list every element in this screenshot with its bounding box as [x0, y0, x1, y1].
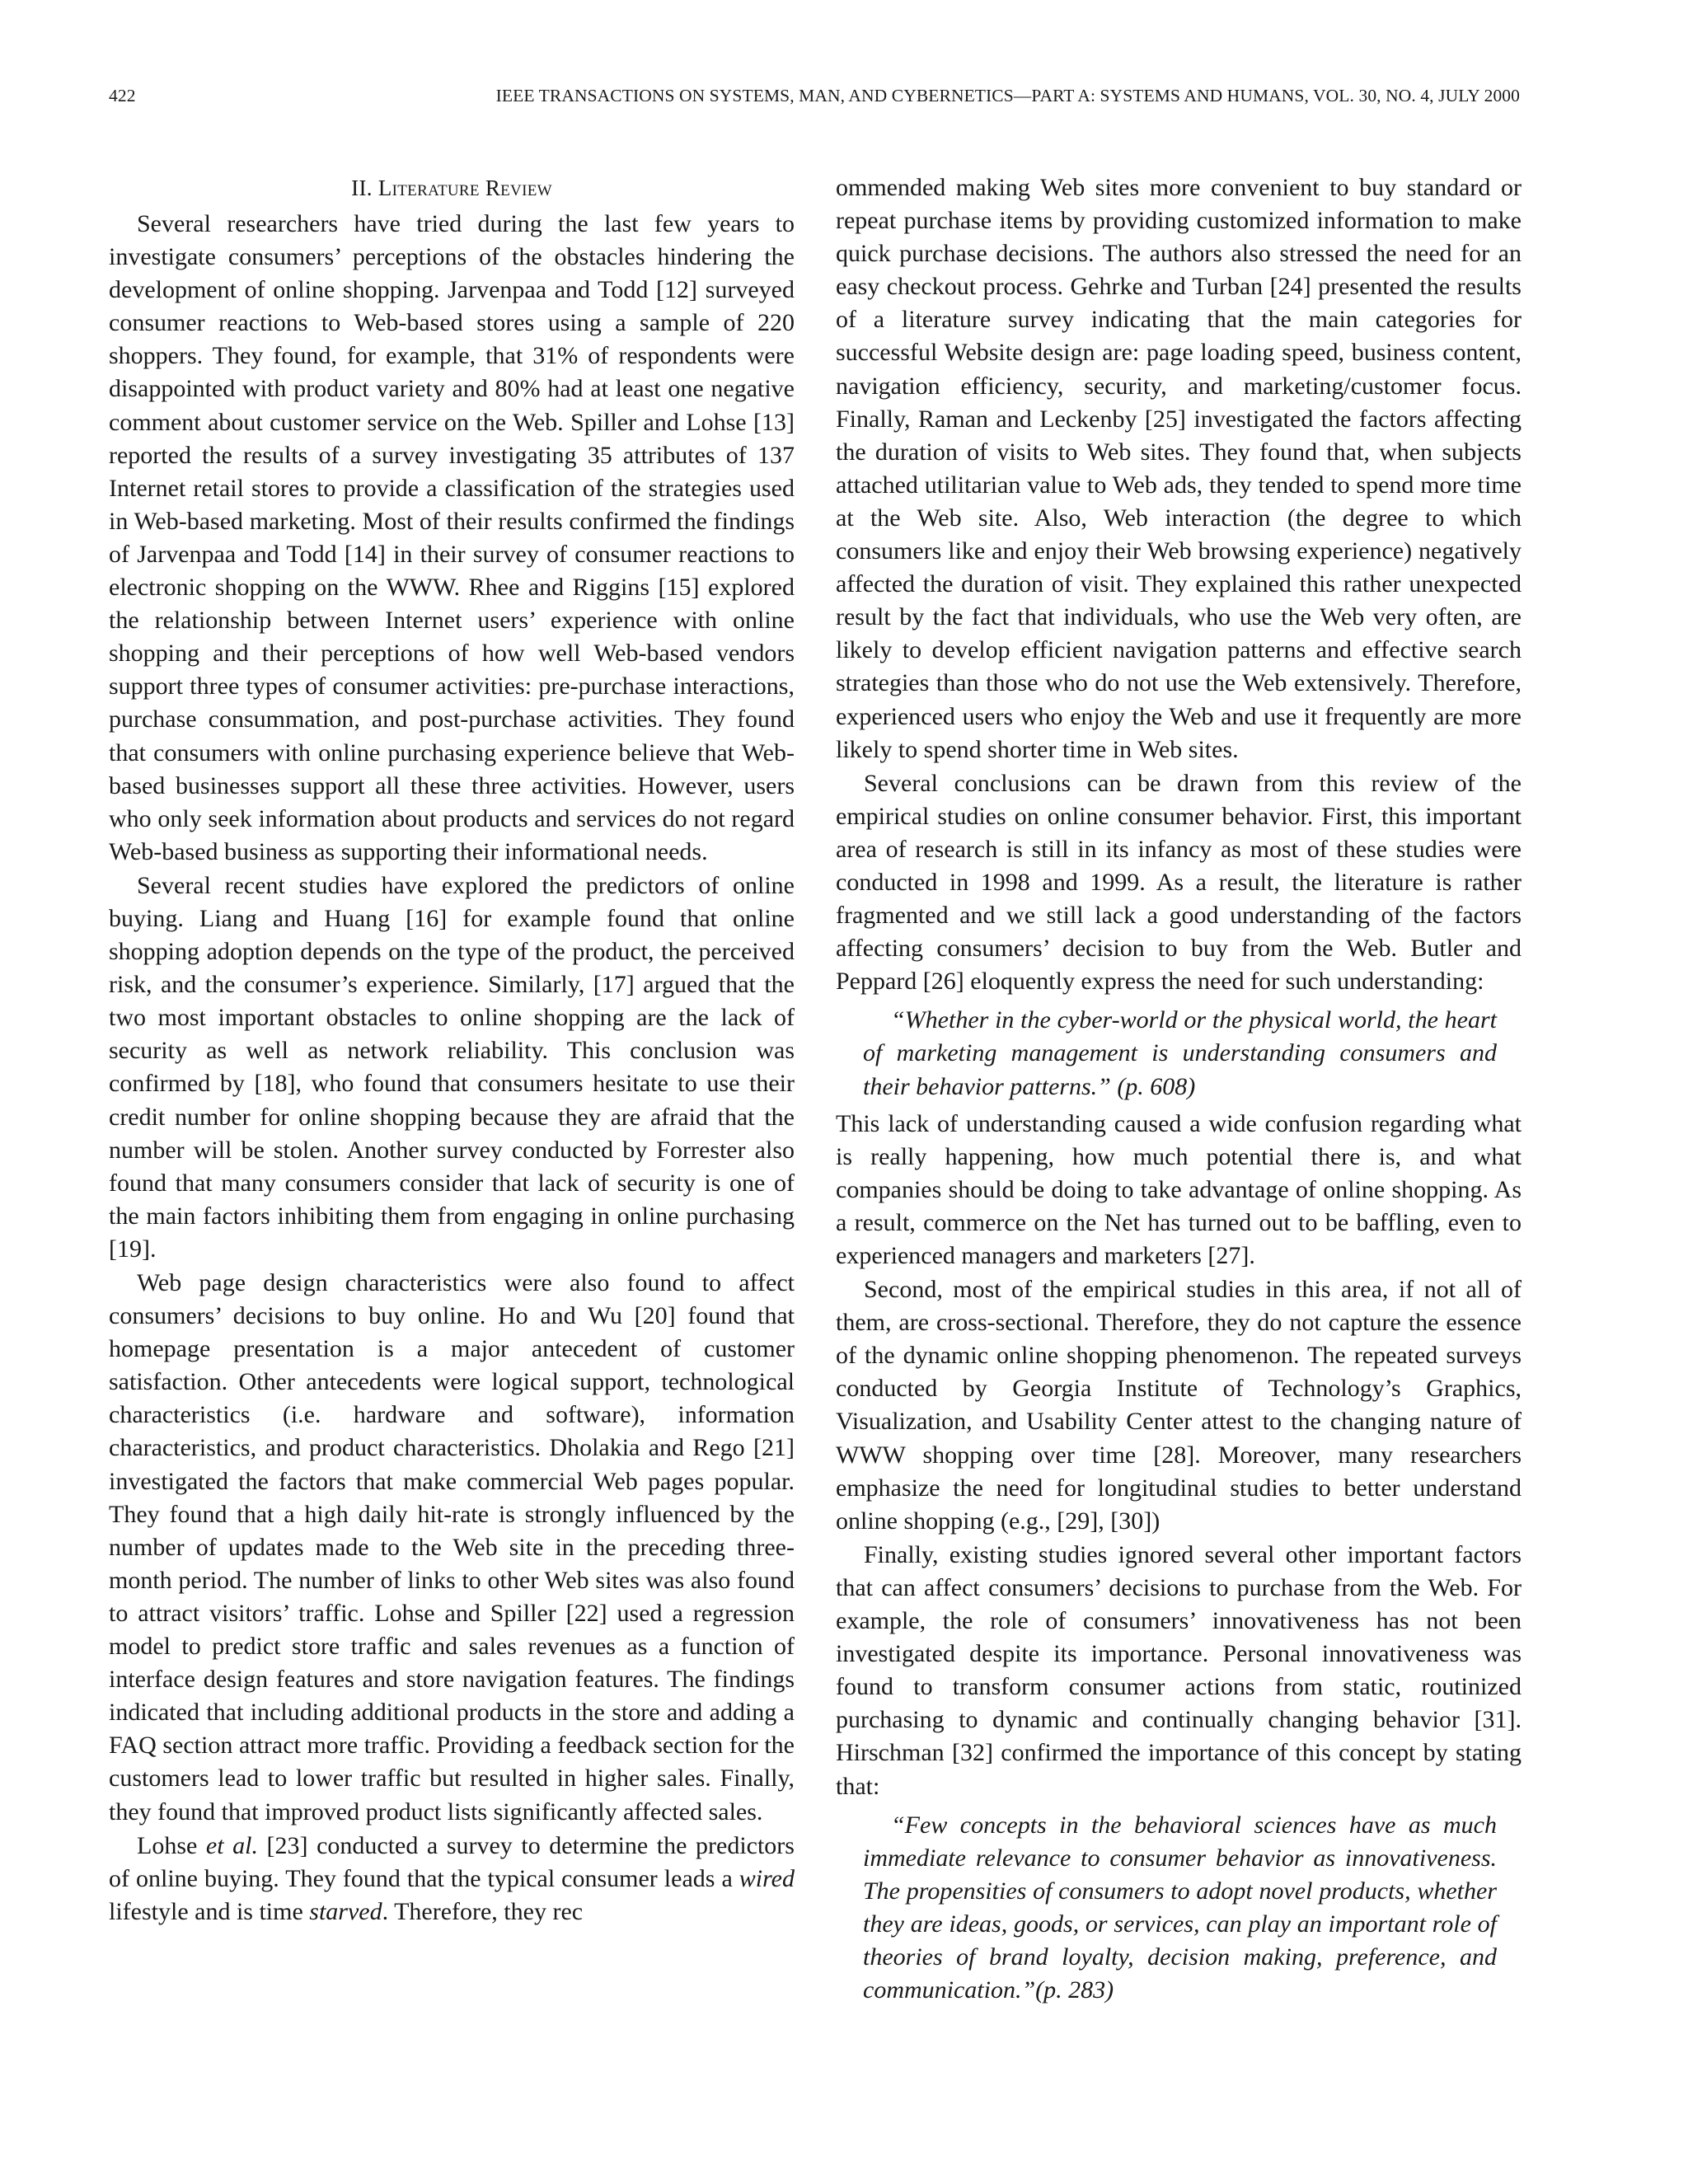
paragraph: Second, most of the empirical studies in this area, if not all of them, are cross-sectional. Therefore, they do not capture the essence of the dynamic online shopping phenomenon. The repeated surveys conducted by Georgia Institute of Technology’s Graphics, Visualization, and Usability Center attest to the changing nature of WWW shopping over time [28]. Moreover, many researchers emphasize the need for longitudinal studies to better understand online shopping (e.g., [29], [30])	[836, 1276, 1522, 1535]
paragraph: Several researchers have tried during the last few years to investigate consumers’ perceptions of the obstacles hindering the development of online shopping. Jarvenpaa and Todd [12] surveyed consumer reactions to Web-based stores using a sample of 220 shoppers. They found, for example, that 31% of respondents were disappointed with product variety and 80% had at least one negative comment about customer service on the Web. Spiller and Lohse [13] reported the results of a survey investigating 35 attributes of 137 Internet retail stores to provide a classification of the strategies used in Web-based marketing. Most of their results confirmed the findings of Jarvenpaa and Todd [14] in their survey of consumer reactions to electronic shopping on the WWW. Rhee and Riggins [15] explored the relationship between Internet users’ experience with online shopping and their perceptions of how well Web-based vendors support three types of consumer activities: pre-purchase interactions, purchase consummation, and post-purchase activities. They found that consumers with online purchasing experience believe that Web-based businesses support all these three activities. However, users who only seek information about products and services do not regard Web-based business as supporting their informational needs.	[109, 210, 795, 865]
italic-run: wired	[738, 1864, 795, 1892]
section-heading	[109, 171, 795, 204]
text-run: . Therefore, they rec	[382, 1897, 584, 1925]
italic-run: starved	[309, 1897, 382, 1925]
paragraph: ommended making Web sites more convenient to buy standard or repeat purchase items by providing customized information to make quick purchase decisions. The authors also stressed the need for an easy checkout process. Gehrke and Turban [24] presented the results of a literature survey indicating that the main categories for successful Website design are: page loading speed, business content, navigation efficiency, security, and marketing/customer focus. Finally, Raman and Leckenby [25] investigated the factors affecting the duration of visits to Web sites. They found that, when subjects attached utilitarian value to Web ads, they tended to spend more time at the Web site. Also, Web interaction (the degree to which consumers like and enjoy their Web browsing experience) negatively affected the duration of visit. They explained this rather unexpected result by the fact that individuals, who use the Web very often, are likely to develop efficient navigation patterns and effective search strategies than those who do not use the Web extensively. Therefore, experienced users who enjoy the Web and use it frequently are more likely to spend shorter time in Web sites.	[836, 174, 1522, 763]
text-run: lifestyle and is time	[109, 1897, 310, 1925]
paragraph: Finally, existing studies ignored several other important factors that can affect consumers’ decisions to purchase from the Web. For example, the role of consumers’ innovativeness has not been investigated despite its importance. Personal innovativeness was found to transform consumer actions from static, routinized purchasing to dynamic and continually changing behavior [31]. Hirschman [32] confirmed the importance of this concept by stating that:	[836, 1540, 1522, 1800]
page-number: 422	[109, 86, 136, 105]
block-quote: “Few concepts in the behavioral sciences have as much immediate relevance to consumer behavior as innovativeness. The propensities of consumers to adopt novel products, whether they are ideas, goods, or services, can play an important role of theories of brand loyalty, decision making, preference, and communication.”(p. 283)	[863, 1811, 1497, 2004]
paragraph: Several recent studies have explored the predictors of online buying. Liang and Huang [16] for example found that online shopping adoption depends on the type of the product, the perceived risk, and the consumer’s experience. Similarly, [17] argued that the two most important obstacles to online shopping are the lack of security as well as network reliability. This conclusion was confirmed by [18], who found that consumers hesitate to use their credit number for online shopping because they are afraid that the number will be stolen. Another survey conducted by Forrester also found that many consumers consider that lack of security is one of the main factors inhibiting them from engaging in online purchasing [19].	[109, 871, 795, 1263]
text-run: Lohse	[137, 1831, 206, 1859]
paragraph: Web page design characteristics were also found to affect consumers’ decisions to buy online. Ho and Wu [20] found that homepage presentation is a major antecedent of customer satisfaction. Other antecedents were logical support, technological characteristics (i.e. hardware and software), information characteristics, and product characteristics. Dholakia and Rego [21] investigated the factors that make commercial Web pages popular. They found that a high daily hit-rate is strongly influenced by the number of updates made to the Web site in the preceding three-month period. The number of links to other Web sites was also found to attract visitors’ traffic. Lohse and Spiller [22] used a regression model to predict store traffic and sales revenues as a function of interface design features and store navigation features. The findings indicated that including additional products in the store and adding a FAQ section attract more traffic. Providing a feedback section for the customers lead to lower traffic but resulted in higher sales. Finally, they found that improved product lists significantly affected sales.	[109, 1269, 795, 1825]
section-number: II.	[351, 176, 373, 200]
text-run: [23] conducted a survey to determine the predictors of online buying. They found that the typical consumer leads a	[109, 1831, 795, 1892]
paragraph	[109, 1830, 795, 1929]
left-column	[109, 171, 795, 1929]
running-head: IEEE TRANSACTIONS ON SYSTEMS, MAN, AND CYBERNETICS—PART A: SYSTEMS AND HUMANS, VOL. 30, NO. 4, JULY 2000	[495, 86, 1520, 105]
block-quote: “Whether in the cyber-world or the physical world, the heart of marketing management is understanding consumers and their behavior patterns.” (p. 608)	[863, 1006, 1497, 1100]
paragraph: This lack of understanding caused a wide confusion regarding what is really happening, how much potential there is, and what companies should be doing to take advantage of online shopping. As a result, commerce on the Net has turned out to be baffling, even to experienced managers and marketers [27].	[836, 1109, 1522, 1269]
section-title: Literature Review	[377, 176, 552, 200]
italic-run: et al.	[205, 1831, 258, 1859]
page-header	[109, 86, 1520, 115]
right-column	[836, 171, 1522, 2011]
paragraph: Several conclusions can be drawn from this review of the empirical studies on online consumer behavior. First, this important area of research is still in its infancy as most of these studies were conducted in 1998 and 1999. As a result, the literature is rather fragmented and we still lack a good understanding of the factors affecting consumers’ decision to buy from the Web. Butler and Peppard [26] eloquently express the need for such understanding:	[836, 769, 1522, 996]
